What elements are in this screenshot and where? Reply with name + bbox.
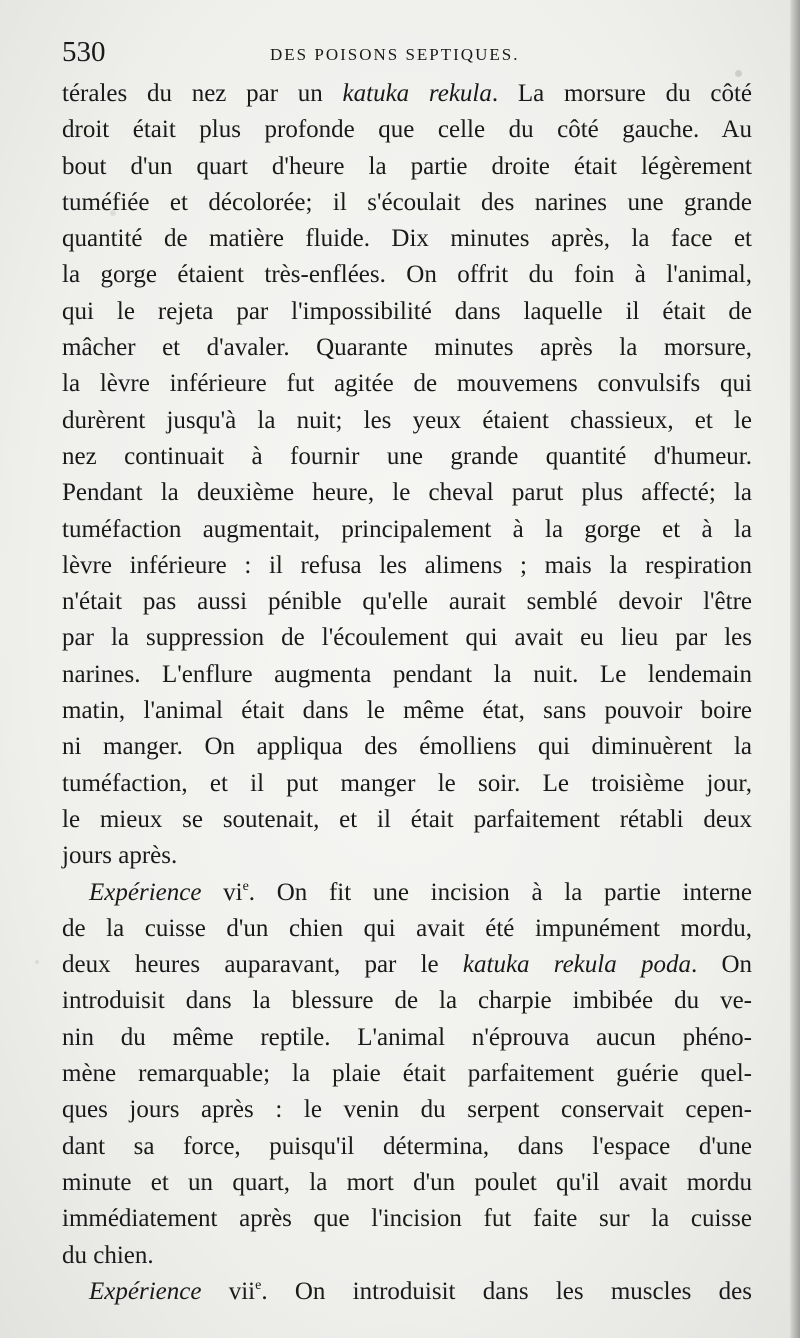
text-line: Pendant la deuxième heure, le cheval parut plus affecté; la	[62, 479, 752, 507]
text-line: deux heures auparavant, par le katuka rekula poda. On	[62, 951, 753, 979]
experiment-number: vii	[228, 1277, 256, 1305]
text-line: bout d'un quart d'heure la partie droite était légèrement	[62, 152, 752, 180]
text-line: tuméfaction augmentait, principalement à la gorge et à la	[62, 515, 752, 543]
experiment-label: Expérience	[89, 878, 202, 906]
text-line: dant sa force, puisqu'il détermina, dans l'espace d'une	[62, 1132, 752, 1160]
text-line: de la cuisse d'un chien qui avait été impunément mordu,	[62, 914, 752, 942]
page-edge-shadow	[790, 0, 800, 1338]
text-line: lèvre inférieure : il refusa les alimens ; mais la respiration	[62, 551, 752, 579]
text-line: droit était plus profonde que celle du côté gauche. Au	[62, 116, 752, 144]
text-line: introduisit dans la blessure de la charpie imbibée du ve-	[62, 987, 752, 1015]
text-line: le mieux se soutenait, et il était parfaitement rétabli deux	[62, 805, 752, 833]
text-line: narines. L'enflure augmenta pendant la nuit. Le lendemain	[62, 660, 752, 688]
paper-speck	[35, 960, 39, 964]
text-line: térales du nez par un katuka rekula. La morsure du côté	[62, 80, 753, 107]
text-line: mâcher et d'avaler. Quarante minutes après la morsure,	[62, 334, 752, 362]
page-header	[62, 34, 662, 78]
text-line: ques jours après : le venin du serpent conservait cepen-	[62, 1096, 752, 1124]
text-line: la lèvre inférieure fut agitée de mouvemens convulsifs qui	[62, 370, 752, 398]
text-line: Expérience $vi^e$. On fit une incision à la partie interne	[89, 878, 752, 906]
text-line: matin, l'animal était dans le même état, sans pouvoir boire	[62, 697, 752, 725]
page-number: 530	[62, 36, 106, 68]
text-line: nin du même reptile. L'animal n'éprouva aucun phéno-	[62, 1023, 752, 1051]
text-line: tuméfiée et décolorée; il s'écoulait des narines une grande	[62, 188, 752, 216]
italic-term: katuka rekula	[342, 80, 492, 107]
text-line: immédiatement après que l'incision fut faite sur la cuisse	[62, 1205, 752, 1233]
text-line: par la suppression de l'écoulement qui avait eu lieu par les	[62, 624, 752, 652]
text-line: qui le rejeta par l'impossibilité dans laquelle il était de	[62, 297, 752, 325]
text-line: mène remarquable; la plaie était parfaitement guérie quel-	[62, 1060, 752, 1088]
text-line: du chien.	[62, 1241, 154, 1269]
text-line: durèrent jusqu'à la nuit; les yeux étaient chassieux, et le	[62, 406, 752, 434]
experiment-number: vi	[223, 878, 243, 906]
text-line: la gorge étaient très-enflées. On offrit du foin à l'animal,	[62, 261, 752, 289]
text-line: jours après.	[62, 842, 178, 870]
italic-term: katuka rekula poda	[462, 951, 691, 979]
text-line: Expérience vii$^e$. On introduisit dans les muscles des	[89, 1277, 753, 1305]
text-line: nez continuait à fournir une grande quantité d'humeur.	[62, 442, 752, 470]
running-head: DES POISONS SEPTIQUES.	[270, 45, 520, 64]
text-line: ni manger. On appliqua des émolliens qui diminuèrent la	[62, 733, 752, 761]
experiment-label: Expérience	[89, 1277, 202, 1305]
body-text	[62, 76, 752, 1310]
text-line: tuméfaction, et il put manger le soir. Le troisième jour,	[62, 769, 752, 797]
text-line: quantité de matière fluide. Dix minutes après, la face et	[62, 225, 752, 253]
text-line: n'était pas aussi pénible qu'elle aurait semblé devoir l'être	[62, 588, 752, 616]
text-line: minute et un quart, la mort d'un poulet qu'il avait mordu	[62, 1168, 752, 1196]
